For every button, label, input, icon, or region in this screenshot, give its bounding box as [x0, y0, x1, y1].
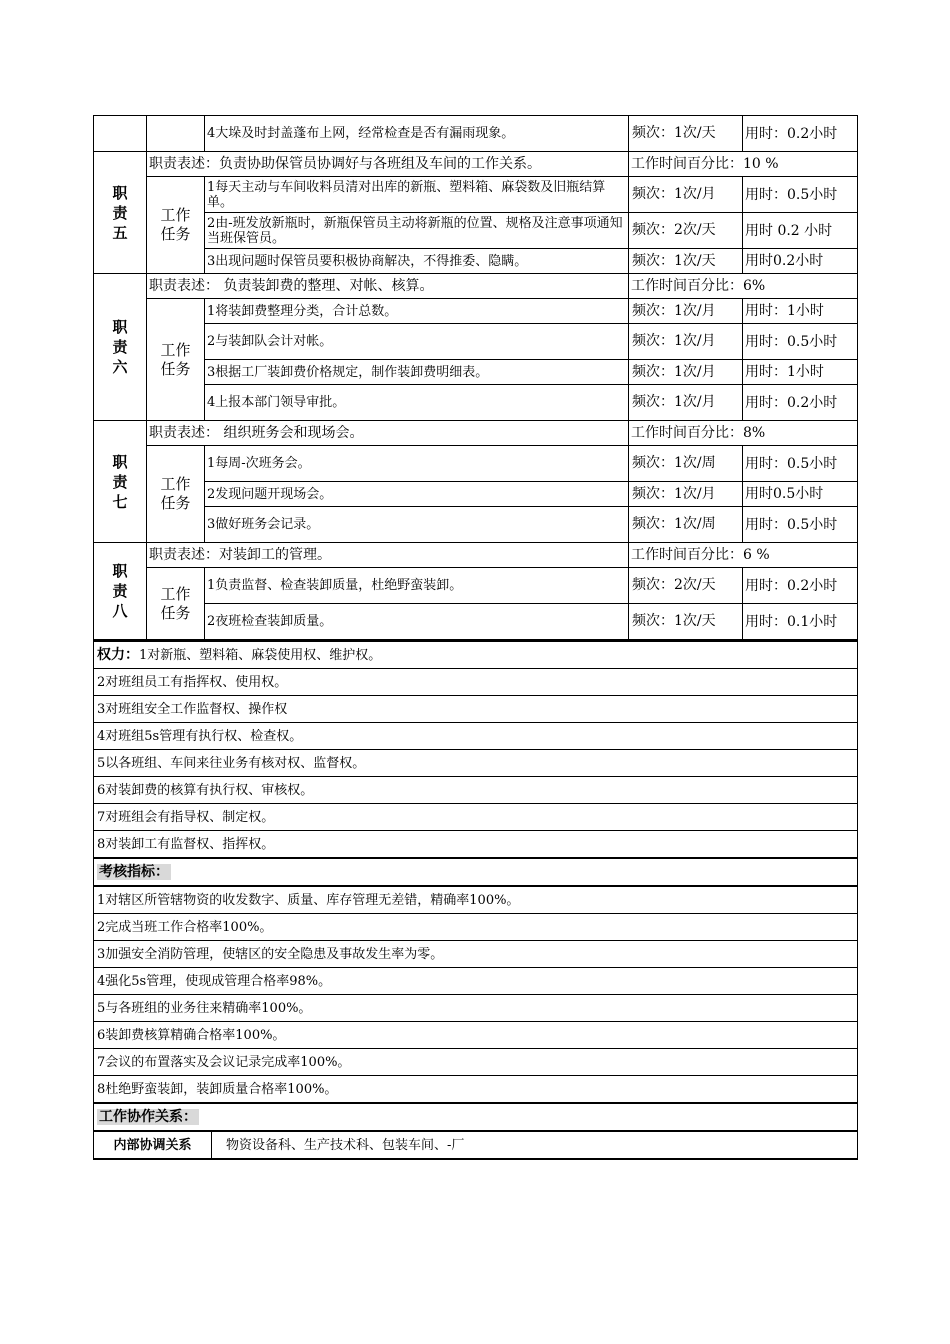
duty-task-row: [94, 116, 858, 152]
duty-task-row: [94, 568, 858, 604]
task-time: 用时：1小时: [743, 360, 858, 385]
duty-task-row: [94, 213, 858, 249]
duty-description: 职责表述： 组织班务会和现场会。: [147, 421, 629, 446]
duty-time-percent: 工作时间百分比：8%: [629, 421, 858, 446]
duty-task-row: [94, 299, 858, 324]
kpi-item: 6装卸费核算精确合格率100%。: [94, 1022, 858, 1049]
duties-table: [93, 115, 858, 640]
powers-title: 权力：: [97, 646, 139, 663]
task-text: 1负责监督、检查装卸质量，杜绝野蛮装卸。: [205, 568, 629, 604]
cooperation-header: [94, 1103, 858, 1131]
task-group-label: [147, 116, 205, 152]
duty-description: 职责表述：对装卸工的管理。: [147, 543, 629, 568]
task-group-label: 工作 任务: [147, 299, 205, 421]
duty-description-row: [94, 152, 858, 177]
duty-label: 职 责 五: [94, 152, 147, 274]
kpi-item: 4强化5s管理，使现成管理合格率98%。: [94, 968, 858, 995]
powers-item: 2对班组员工有指挥权、使用权。: [94, 669, 858, 696]
duty-label: 职 责 八: [94, 543, 147, 640]
task-frequency: 频次：2次/天: [629, 568, 743, 604]
kpi-item: 8杜绝野蛮装卸，装卸质量合格率100%。: [94, 1076, 858, 1104]
internal-coordination-value: 物资设备科、生产技术科、包装车间、-厂: [212, 1131, 858, 1159]
task-frequency: 频次：1次/月: [629, 385, 743, 421]
task-text: 3出现问题时保管员要积极协商解决，不得推委、隐瞒。: [205, 249, 629, 274]
duty-description-row: [94, 421, 858, 446]
job-description-sheet: [93, 115, 857, 1160]
task-time: 用时：0.5小时: [743, 177, 858, 213]
task-frequency: 频次：1次/月: [629, 482, 743, 507]
powers-item: 6对装卸费的核算有执行权、审核权。: [94, 777, 858, 804]
task-text: 2夜班检查装卸质量。: [205, 604, 629, 640]
task-time: 用时 0.2 小时: [743, 213, 858, 249]
task-time: 用时0.5小时: [743, 482, 858, 507]
duty-task-row: [94, 385, 858, 421]
task-time: 用时：0.2小时: [743, 116, 858, 152]
task-text: 2与装卸队会计对帐。: [205, 324, 629, 360]
kpi-item: 7会议的布置落实及会议记录完成率100%。: [94, 1049, 858, 1076]
kpi-item: 1对辖区所管辖物资的收发数字、质量、库存管理无差错，精确率100%。: [94, 886, 858, 914]
duty-time-percent: 工作时间百分比：6%: [629, 274, 858, 299]
task-frequency: 频次：1次/月: [629, 324, 743, 360]
task-time: 用时：0.5小时: [743, 507, 858, 543]
duty-description: 职责表述：负责协助保管员协调好与各班组及车间的工作关系。: [147, 152, 629, 177]
task-text: 1将装卸费整理分类，合计总数。: [205, 299, 629, 324]
task-frequency: 频次：1次/月: [629, 177, 743, 213]
powers-item: 3对班组安全工作监督权、操作权: [94, 696, 858, 723]
powers-row-1: [94, 641, 858, 669]
duty-task-row: [94, 324, 858, 360]
kpi-item: 2完成当班工作合格率100%。: [94, 914, 858, 941]
duty-task-row: [94, 604, 858, 640]
duty-task-row: [94, 446, 858, 482]
task-text: 4大垛及时封盖蓬布上网，经常检查是否有漏雨现象。: [205, 116, 629, 152]
duty-description: 职责表述： 负责装卸费的整理、对帐、核算。: [147, 274, 629, 299]
powers-item: 4对班组5s管理有执行权、检查权。: [94, 723, 858, 750]
duty-task-row: [94, 482, 858, 507]
task-group-label: 工作 任务: [147, 446, 205, 543]
powers-item: 1对新瓶、塑料箱、麻袋使用权、维护权。: [139, 647, 382, 663]
duty-task-row: [94, 249, 858, 274]
task-frequency: 频次：1次/周: [629, 446, 743, 482]
duty-time-percent: 工作时间百分比：10 %: [629, 152, 858, 177]
duty-label: 职 责 六: [94, 274, 147, 421]
task-time: 用时：0.2小时: [743, 568, 858, 604]
task-frequency: 频次：1次/天: [629, 249, 743, 274]
task-group-label: 工作 任务: [147, 177, 205, 274]
kpi-header: [94, 858, 858, 886]
task-text: 1每天主动与车间收料员清对出库的新瓶、塑料箱、麻袋数及旧瓶结算单。: [205, 177, 629, 213]
task-frequency: 频次：1次/周: [629, 507, 743, 543]
duty-label: [94, 116, 147, 152]
kpi-item: 5与各班组的业务往来精确率100%。: [94, 995, 858, 1022]
task-time: 用时：1小时: [743, 299, 858, 324]
task-text: 2发现问题开现场会。: [205, 482, 629, 507]
task-text: 1每周-次班务会。: [205, 446, 629, 482]
duty-task-row: [94, 507, 858, 543]
task-text: 4上报本部门领导审批。: [205, 385, 629, 421]
task-frequency: 频次：1次/月: [629, 299, 743, 324]
task-group-label: 工作 任务: [147, 568, 205, 640]
kpi-item: 3加强安全消防管理，使辖区的安全隐患及事故发生率为零。: [94, 941, 858, 968]
task-frequency: 频次：2次/天: [629, 213, 743, 249]
task-time: 用时：0.2小时: [743, 385, 858, 421]
cooperation-title: 工作协作关系：: [99, 1108, 197, 1125]
summary-table: [93, 640, 858, 1160]
task-frequency: 频次：1次/天: [629, 116, 743, 152]
duty-task-row: [94, 177, 858, 213]
task-time: 用时0.2小时: [743, 249, 858, 274]
task-text: 3根据工厂装卸费价格规定，制作装卸费明细表。: [205, 360, 629, 385]
powers-item: 7对班组会有指导权、制定权。: [94, 804, 858, 831]
kpi-title: 考核指标：: [99, 863, 169, 880]
duty-description-row: [94, 274, 858, 299]
duty-description-row: [94, 543, 858, 568]
duty-label: 职 责 七: [94, 421, 147, 543]
task-text: 2由-班发放新瓶时，新瓶保管员主动将新瓶的位置、规格及注意事项通知当班保管员。: [205, 213, 629, 249]
internal-coordination-label: 内部协调关系: [94, 1131, 212, 1159]
duty-time-percent: 工作时间百分比：6 %: [629, 543, 858, 568]
task-time: 用时：0.1小时: [743, 604, 858, 640]
task-frequency: 频次：1次/天: [629, 604, 743, 640]
powers-item: 8对装卸工有监督权、指挥权。: [94, 831, 858, 859]
task-frequency: 频次：1次/月: [629, 360, 743, 385]
task-time: 用时：0.5小时: [743, 324, 858, 360]
task-text: 3做好班务会记录。: [205, 507, 629, 543]
powers-item: 5以各班组、车间来往业务有核对权、监督权。: [94, 750, 858, 777]
task-time: 用时：0.5小时: [743, 446, 858, 482]
duty-task-row: [94, 360, 858, 385]
